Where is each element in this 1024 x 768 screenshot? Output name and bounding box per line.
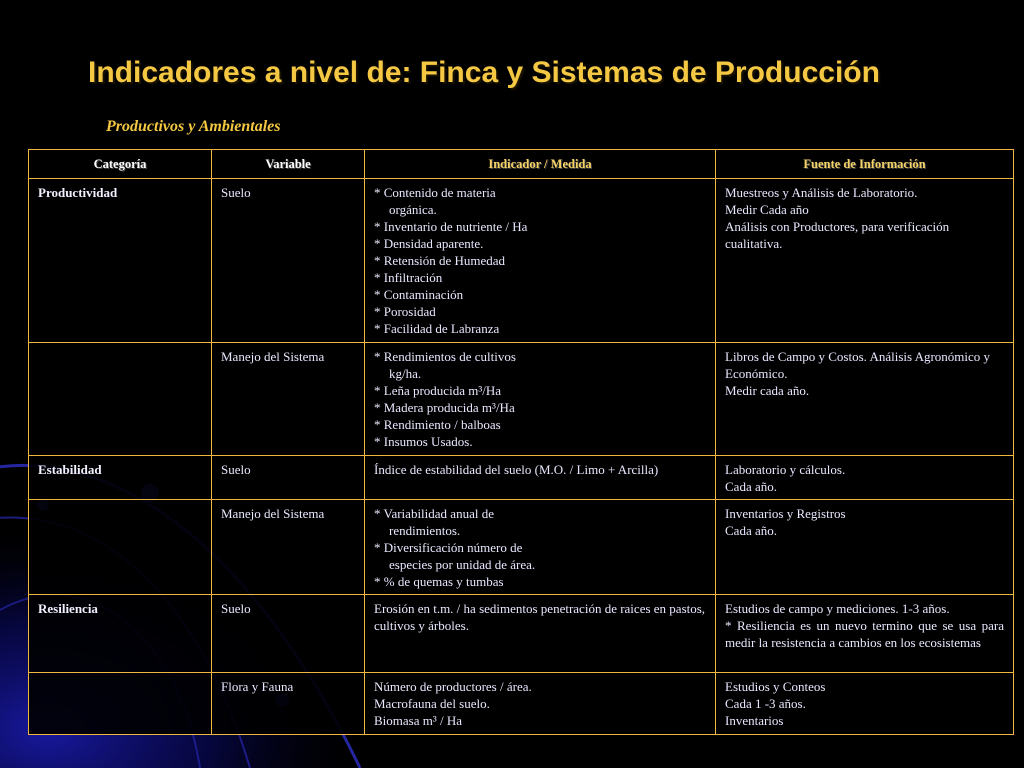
indicator-line: * Diversificación número de (374, 540, 523, 555)
source-line: Inventarios y Registros (725, 506, 846, 521)
indicator-line: * Rendimientos de cultivos (374, 349, 516, 364)
row-category: Estabilidad (29, 456, 212, 500)
header-variable: Variable (212, 150, 365, 179)
source-line: Análisis con Productores, para verificación cualitativa. (725, 219, 950, 251)
header-category: Categoría (29, 150, 212, 179)
indicator-line: * Facilidad de Labranza (374, 321, 500, 336)
source-line: Cada año. (725, 479, 777, 494)
source-line: Medir cada año. (725, 383, 810, 398)
row-variable: Manejo del Sistema (212, 343, 365, 456)
indicators-table (28, 149, 1014, 735)
indicator-line: Biomasa m³ / Ha (374, 713, 463, 728)
row-source (716, 500, 1014, 595)
indicator-line: rendimientos. (389, 523, 461, 538)
table-row (29, 179, 1014, 343)
row-source (716, 673, 1014, 735)
row-variable: Flora y Fauna (212, 673, 365, 735)
indicator-line: * Inventario de nutriente / Ha (374, 219, 528, 234)
source-line: Laboratorio y cálculos. (725, 462, 846, 477)
table-row (29, 673, 1014, 735)
row-indicator (365, 343, 716, 456)
source-line: Libros de Campo y Costos. Análisis Agronómico y Económico. (725, 349, 991, 381)
row-category (29, 500, 212, 595)
source-line: Medir Cada año (725, 202, 809, 217)
row-category (29, 673, 212, 735)
slide-title: Indicadores a nivel de: Finca y Sistemas de Producción (88, 56, 880, 89)
row-source (716, 343, 1014, 456)
table-row (29, 500, 1014, 595)
indicator-line: * Rendimiento / balboas (374, 417, 501, 432)
row-indicator (365, 595, 716, 673)
indicator-line: * Contaminación (374, 287, 464, 302)
indicator-line: * Densidad aparente. (374, 236, 484, 251)
source-line: Cada año. (725, 523, 777, 538)
indicator-line: * Retensión de Humedad (374, 253, 506, 268)
table-row (29, 595, 1014, 673)
row-indicator (365, 673, 716, 735)
indicator-line: * Insumos Usados. (374, 434, 473, 449)
indicator-line: Número de productores / área. (374, 679, 532, 694)
table-header-row (29, 150, 1014, 179)
table-row (29, 343, 1014, 456)
indicator-line: * Variabilidad anual de (374, 506, 494, 521)
row-indicator (365, 500, 716, 595)
indicator-line: * Infiltración (374, 270, 443, 285)
source-line: Estudios y Conteos (725, 679, 826, 694)
source-line: Muestreos y Análisis de Laboratorio. (725, 185, 918, 200)
row-category (29, 343, 212, 456)
row-variable: Suelo (212, 456, 365, 500)
row-category: Productividad (29, 179, 212, 343)
source-line: * Resiliencia es un nuevo termino que se usa para medir la resistencia a cambios en los ecosistemas (725, 618, 1004, 650)
indicator-line: Macrofauna del suelo. (374, 696, 490, 711)
row-indicator (365, 456, 716, 500)
header-indicator: Indicador / Medida (365, 150, 716, 179)
indicator-line: * % de quemas y tumbas (374, 574, 504, 589)
row-variable: Suelo (212, 595, 365, 673)
source-line: Estudios de campo y mediciones. 1-3 años. (725, 601, 950, 616)
row-source (716, 179, 1014, 343)
table-row (29, 456, 1014, 500)
indicator-line: * Leña producida m³/Ha (374, 383, 501, 398)
indicator-line: especies por unidad de área. (389, 557, 536, 572)
row-variable: Suelo (212, 179, 365, 343)
source-line: Cada 1 -3 años. (725, 696, 806, 711)
indicator-line: * Madera producida m³/Ha (374, 400, 515, 415)
indicator-line: kg/ha. (389, 366, 422, 381)
indicator-line: Erosión en t.m. / ha sedimentos penetración de raices en pastos, cultivos y árboles. (374, 601, 706, 633)
slide-subtitle: Productivos y Ambientales (106, 118, 281, 135)
indicator-line: Índice de estabilidad del suelo (M.O. / Limo + Arcilla) (374, 462, 659, 477)
row-source (716, 595, 1014, 673)
source-line: Inventarios (725, 713, 784, 728)
row-source (716, 456, 1014, 500)
row-variable: Manejo del Sistema (212, 500, 365, 595)
indicator-line: orgánica. (389, 202, 437, 217)
indicator-line: * Contenido de materia (374, 185, 496, 200)
row-category: Resiliencia (29, 595, 212, 673)
row-indicator (365, 179, 716, 343)
indicator-line: * Porosidad (374, 304, 436, 319)
header-source: Fuente de Información (716, 150, 1014, 179)
